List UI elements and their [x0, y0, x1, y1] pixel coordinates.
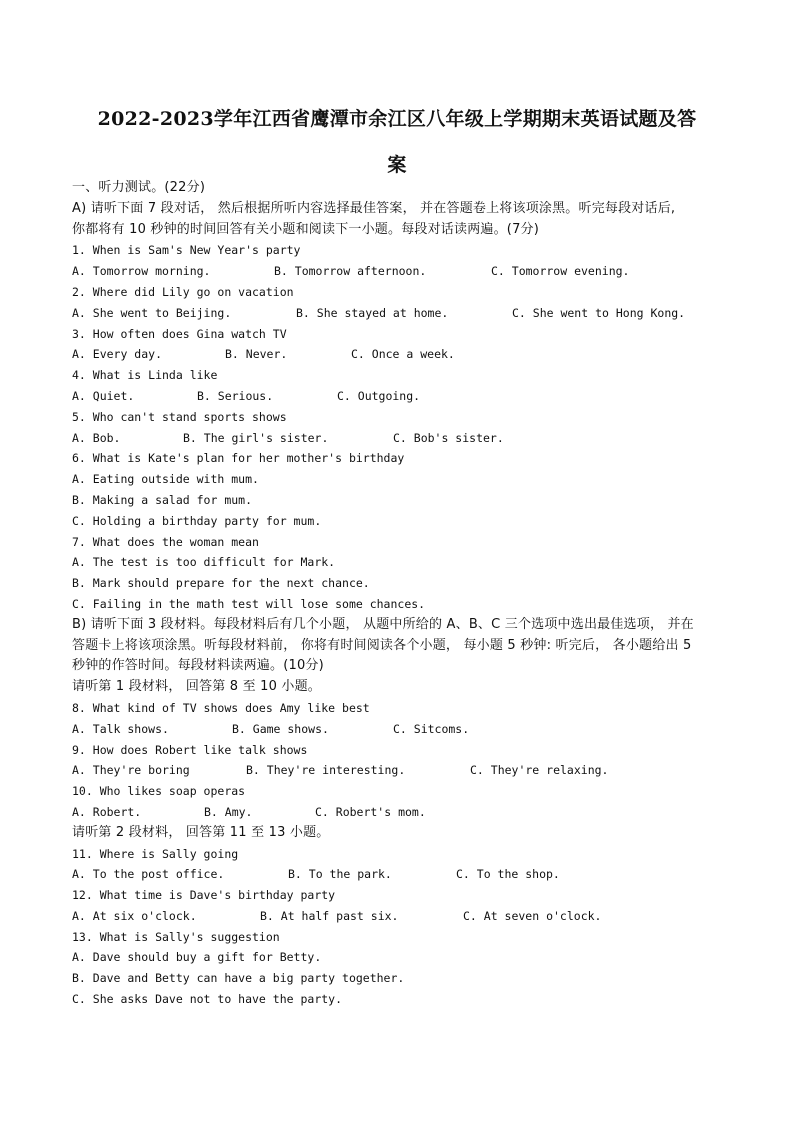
option: A. Quiet.: [72, 388, 135, 403]
option-row: [72, 428, 724, 449]
option: A. They're boring: [72, 763, 190, 778]
option: B. Dave and Betty can have a big party together.: [72, 971, 405, 986]
material-heading: 请听第 1 段材料， 回答第 8 至 10 小题。: [72, 679, 322, 695]
option: B. They're interesting.: [246, 763, 406, 778]
option-row: [72, 719, 724, 740]
page-title: [70, 96, 724, 188]
option: A. To the post office.: [72, 867, 225, 882]
question-text: 4. What is Linda like: [72, 368, 218, 383]
question-text: 13. What is Sally's suggestion: [72, 929, 280, 944]
option: B. Never.: [225, 347, 288, 362]
option: A. She went to Beijing.: [72, 305, 232, 320]
option: B. Mark should prepare for the next chance.: [72, 576, 370, 591]
option: B. Amy.: [204, 804, 253, 819]
option-row: [72, 303, 724, 324]
option: C. She went to Hong Kong.: [512, 305, 686, 320]
option: A. Bob.: [72, 430, 121, 445]
option: B. She stayed at home.: [296, 305, 449, 320]
option: B. Making a salad for mum.: [72, 492, 253, 507]
part-b-intro: B) 请听下面 3 段材料。每段材料后有几个小题， 从题中所给的 A、B、C 三个选项中选出最佳选项， 并在: [72, 616, 694, 632]
option: C. To the shop.: [456, 867, 560, 882]
option: A. At six o'clock.: [72, 908, 197, 923]
question-text: 12. What time is Dave's birthday party: [72, 888, 336, 903]
option: B. Game shows.: [232, 721, 329, 736]
option: C. She asks Dave not to have the party.: [72, 992, 343, 1007]
section-heading: 一、听力测试。(22分): [72, 180, 206, 195]
option: C. Tomorrow evening.: [491, 264, 630, 279]
question-text: 1. When is Sam's New Year's party: [72, 243, 301, 258]
option: C. Bob's sister.: [393, 430, 504, 445]
option: B. The girl's sister.: [183, 430, 329, 445]
option: B. To the park.: [288, 867, 392, 882]
part-b-intro: 答题卡上将该项涂黑。听每段材料前， 你将有时间阅读各个小题， 每小题 5 秒钟: 听完后， 各小题给出 5: [72, 637, 692, 653]
title-line-2: 案: [387, 154, 407, 176]
option: A. Dave should buy a gift for Betty.: [72, 950, 322, 965]
option: A. Robert.: [72, 804, 142, 819]
option: C. Failing in the math test will lose some chances.: [72, 596, 426, 611]
part-a-intro: A) 请听下面 7 段对话， 然后根据所听内容选择最佳答案， 并在答题卷上将该项涂黑。听完每段对话后,: [72, 200, 676, 216]
option-row: [72, 760, 724, 781]
option: C. Robert's mom.: [315, 804, 426, 819]
option: C. Holding a birthday party for mum.: [72, 513, 322, 528]
question-text: 8. What kind of TV shows does Amy like best: [72, 700, 370, 715]
exam-body: [72, 178, 724, 1010]
option: A. Eating outside with mum.: [72, 472, 259, 487]
option: C. Outgoing.: [337, 388, 421, 403]
option: A. Every day.: [72, 347, 163, 362]
question-text: 3. How often does Gina watch TV: [72, 326, 287, 341]
part-b-intro: 秒钟的作答时间。每段材料读两遍。(10分): [72, 658, 324, 674]
option: C. At seven o'clock.: [463, 908, 602, 923]
question-text: 11. Where is Sally going: [72, 846, 239, 861]
option: A. Talk shows.: [72, 721, 169, 736]
option-row: [72, 864, 724, 885]
material-heading: 请听第 2 段材料， 回答第 11 至 13 小题。: [72, 824, 330, 840]
title-line-1: 2022-2023学年江西省鹰潭市余江区八年级上学期期末英语试题及答: [97, 108, 697, 130]
question-text: 5. Who can't stand sports shows: [72, 409, 287, 424]
option-row: [72, 386, 724, 407]
option: B. Tomorrow afternoon.: [274, 264, 427, 279]
option: B. At half past six.: [260, 908, 399, 923]
option-row: [72, 261, 724, 282]
option: A. The test is too difficult for Mark.: [72, 555, 336, 570]
option-row: [72, 802, 724, 823]
question-text: 9. How does Robert like talk shows: [72, 742, 308, 757]
question-text: 7. What does the woman mean: [72, 534, 259, 549]
question-text: 6. What is Kate's plan for her mother's birthday: [72, 451, 405, 466]
option: C. They're relaxing.: [470, 763, 609, 778]
option: B. Serious.: [197, 388, 274, 403]
part-a-intro: 你都将有 10 秒钟的时间回答有关小题和阅读下一小题。每段对话读两遍。(7分): [72, 221, 540, 237]
option-row: [72, 344, 724, 365]
option: A. Tomorrow morning.: [72, 264, 211, 279]
option: C. Once a week.: [351, 347, 455, 362]
question-text: 2. Where did Lily go on vacation: [72, 284, 294, 299]
question-text: 10. Who likes soap operas: [72, 784, 246, 799]
option-row: [72, 906, 724, 927]
option: C. Sitcoms.: [393, 721, 470, 736]
